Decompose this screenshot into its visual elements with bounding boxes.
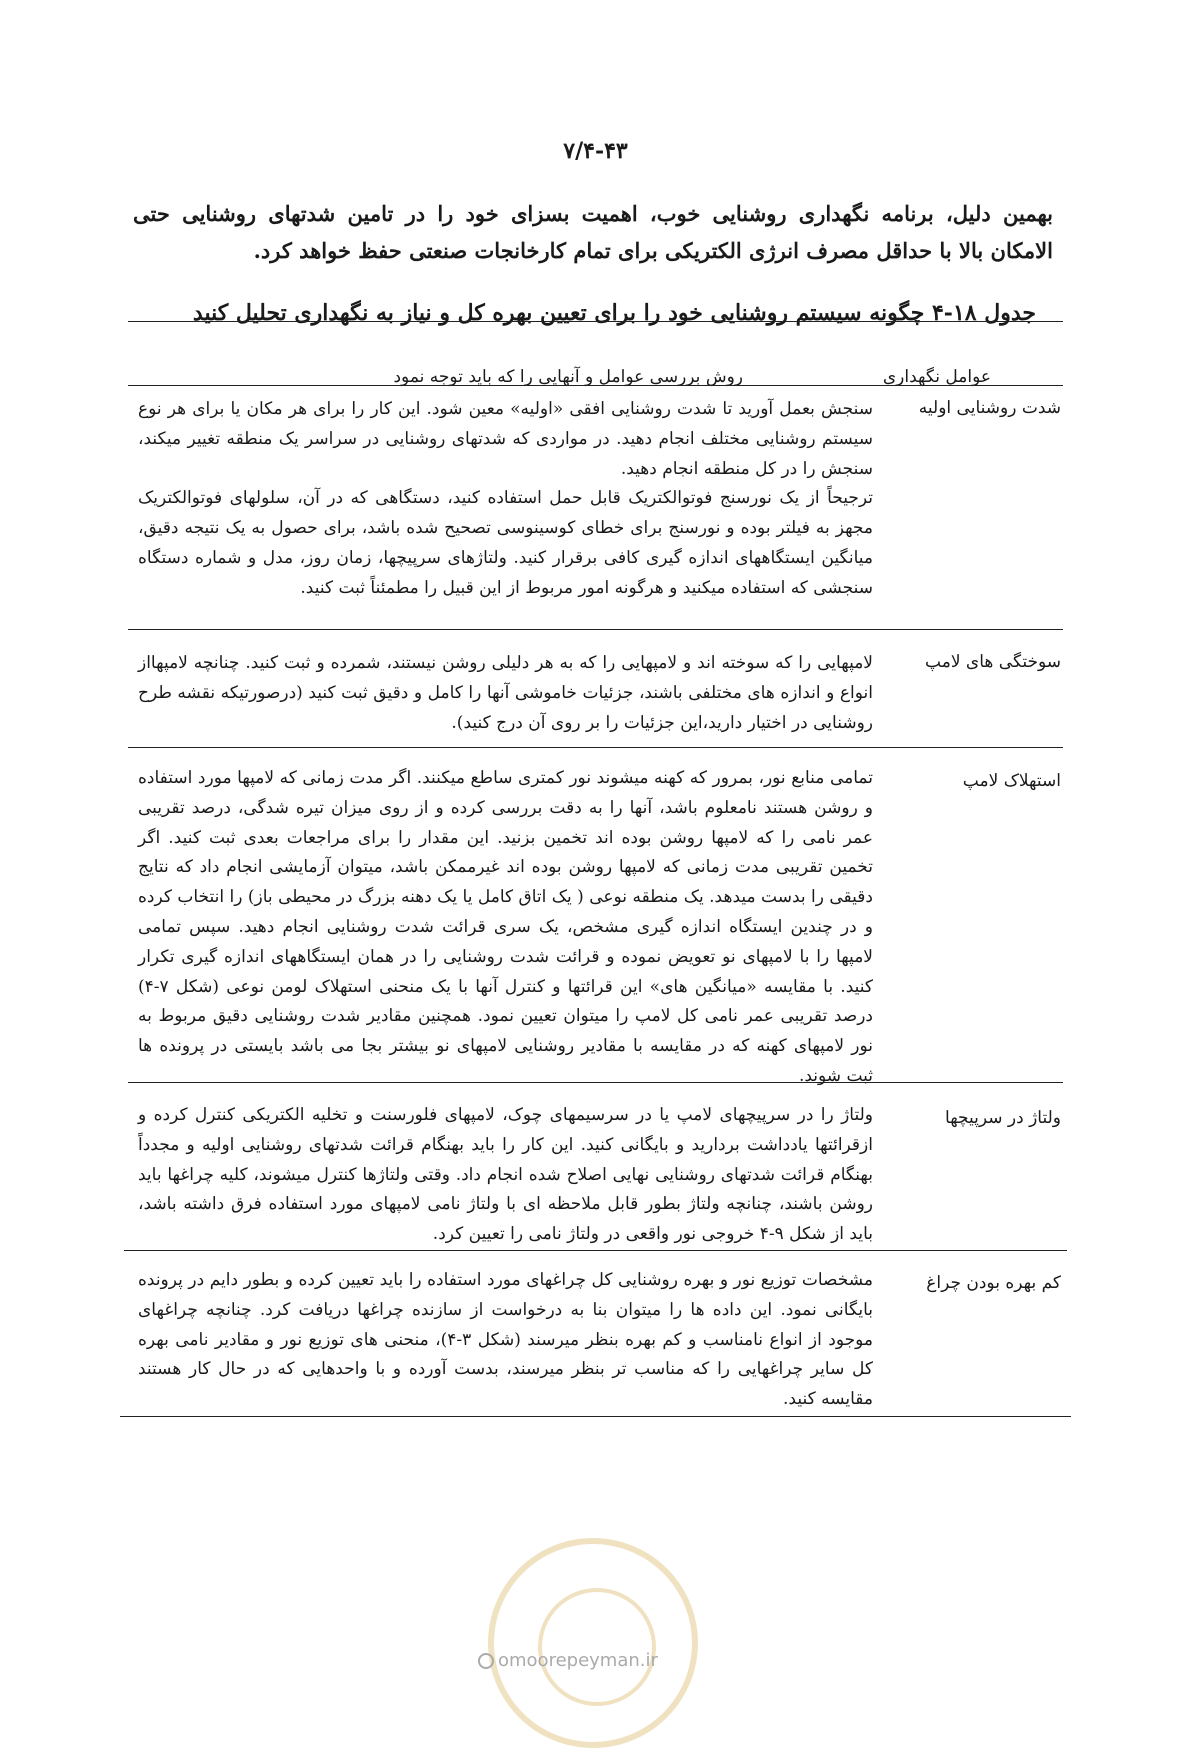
row-factor: شدت روشنایی اولیه [918, 398, 1061, 418]
globe-icon [478, 1653, 494, 1669]
row-factor: سوختگی های لامپ [925, 652, 1061, 672]
row-separator [128, 629, 1063, 630]
table-top-rule [128, 321, 1063, 322]
table-bottom-rule [120, 1416, 1071, 1417]
site-name-text: omoorepeyman.ir [498, 1650, 658, 1671]
row-description [138, 395, 873, 604]
seal-inner-ring [538, 1588, 656, 1706]
row-factor: استهلاک لامپ [962, 771, 1061, 791]
intro-paragraph: بهمین دلیل، برنامه نگهداری روشنایی خوب، اهمیت بسزای خود را در تامین شدتهای روشنایی حتی الامکان بالا با حداقل مصرف انرژی الکتریکی برای تمام کارخانجات صنعتی حفظ خواهد کرد. [133, 201, 1053, 263]
description-paragraph: تمامی منابع نور، بمرور که کهنه میشوند نور کمتری ساطع میکنند. اگر مدت زمانی که لامپها مورد استفاده و روشن هستند نامعلوم باشد، آنها را به دقت بررسی کرده و از روی میزان تیره شدگی، درصد تقریبی عمر نامی را که لامپها روشن بوده اند تخمین بزنید. این مقدار را برای مراجعات بعدی ثبت کنید. اگر تخمین تقریبی مدت زمانی که لامپها روشن بوده اند غیرممکن باشد، میتوان آزمایشی انجام داد که نتایج دقیقی را بدست میدهد. یک منطقه نوعی ( یک اتاق کامل یا یک دهنه بزرگ در محیطی باز) را انتخاب کرده و در چندین ایستگاه اندازه گیری مشخص، یک سری قرائت شدت روشنایی انجام دهید. سپس تمامی لامپها را با لامپهای نو تعویض نموده و قرائت شدت روشنایی را در همان ایستگاههای اندازه گیری تکرار کنید. با مقایسه «میانگین های» این قرائتها و کنترل آنها با یک منحنی استهلاک لومن نوعی (شکل ۷-۴) درصد تقریبی عمر نامی کل لامپ را میتوان تعیین نمود. همچنین مقادیر شدت روشنایی دقیق مربوط به نور لامپهای کهنه که در مقایسه با مقادیر روشنایی لامپهای نو بیشتر بجا می باشد بایستی در پرونده ها ثبت شوند. [138, 768, 874, 1086]
description-paragraph: ولتاژ را در سرپیچهای لامپ یا در سرسیمهای چوک، لامپهای فلورسنت و تخلیه الکتریکی کنترل کرده و ازقرائتها یادداشت بردارید و بایگانی کنید. این کار را باید بهنگام قرائت شدتهای روشنایی اولیه و مجدداً بهنگام قرائت شدتهای روشنایی نهایی اصلاح شده انجام داد. وقتی ولتاژها کنترل میشوند، کلیه چراغها باید روشن باشند، چنانچه ولتاژ بطور قابل ملاحظه ای با ولتاژ نامی لامپهای مورد استفاده فرق داشته باشد، باید از شکل ۹-۴ خروجی نور واقعی در ولتاژ نامی را تعیین کرد. [138, 1105, 873, 1245]
header-bottom-rule [128, 385, 1063, 386]
description-paragraph: ترجیحاً از یک نورسنج فوتوالکتریک قابل حمل استفاده کنید، دستگاهی که در آن، سلولهای فوتوالکتریک مجهز به فیلتر بوده و نورسنج برای خطای کوسینوسی تصحیح شده باشد، برای حصول به یک نتیجه دقیق، میانگین ایستگاههای اندازه گیری کافی برقرار کنید. ولتاژهای سرپیچها، زمان روز، مدل و شماره دستگاه سنجشی که استفاده میکنید و هرگونه امور مربوط از این قبیل را مطمئناً ثبت کنید. [138, 488, 873, 598]
row-description [138, 649, 873, 738]
page-number: ۷/۴-۴۳ [563, 138, 628, 164]
description-paragraph: مشخصات توزیع نور و بهره روشنایی کل چراغهای مورد استفاده را باید تعیین کرده و بطور دایم در پرونده بایگانی نمود. این داده ها را میتوان بنا به درخواست از سازنده چراغها دریافت کرد. چنانچه چراغهای موجود از انواع نامناسب و کم بهره بنظر میرسند (شکل ۳-۴)، منحنی های توزیع نور و مقادیر نامی بهره کل سایر چراغهایی را که مناسب تر بنظر میرسند، بدست آورده و با واحدهایی که در حال کار هستند مقایسه کنید. [138, 1270, 874, 1410]
row-description [138, 1101, 873, 1250]
row-separator [128, 1082, 1063, 1083]
row-separator [128, 747, 1063, 748]
row-separator [124, 1250, 1067, 1251]
column-header-method: روش بررسی عوامل و آنهایی را که باید توجه نمود [393, 367, 743, 387]
row-description [138, 764, 873, 1092]
table-title: جدول ۱۸-۴ چگونه سیستم روشنایی خود را برای تعیین بهره کل و نیاز به نگهداری تحلیل کنید [192, 300, 1036, 326]
row-description [138, 1266, 873, 1415]
row-factor: کم بهره بودن چراغ [926, 1273, 1061, 1293]
watermark-seal-icon [488, 1538, 698, 1748]
row-factor: ولتاژ در سرپیچها [945, 1108, 1061, 1128]
description-paragraph: لامپهایی را که سوخته اند و لامپهایی را که به هر دلیلی روشن نیستند، شمرده و ثبت کنید. چنانچه لامپهااز انواع و اندازه های مختلفی باشند، جزئیات خاموشی آنها را کامل و دقیق ثبت کنید (درصورتیکه نقشه طرح روشنایی در اختیار دارید،این جزئیات را بر روی آن درج کنید). [138, 653, 873, 733]
watermark-site-label [478, 1650, 658, 1671]
column-header-factor: عوامل نگهداری [882, 367, 991, 387]
description-paragraph: سنجش بعمل آورید تا شدت روشنایی افقی «اولیه» معین شود. این کار را برای هر مکان یا برای هر نوع سیستم روشنایی مختلف انجام دهید. در مواردی که شدتهای روشنایی در سراسر یک منطقه تغییر میکند، سنجش را در کل منطقه انجام دهید. [138, 399, 873, 479]
